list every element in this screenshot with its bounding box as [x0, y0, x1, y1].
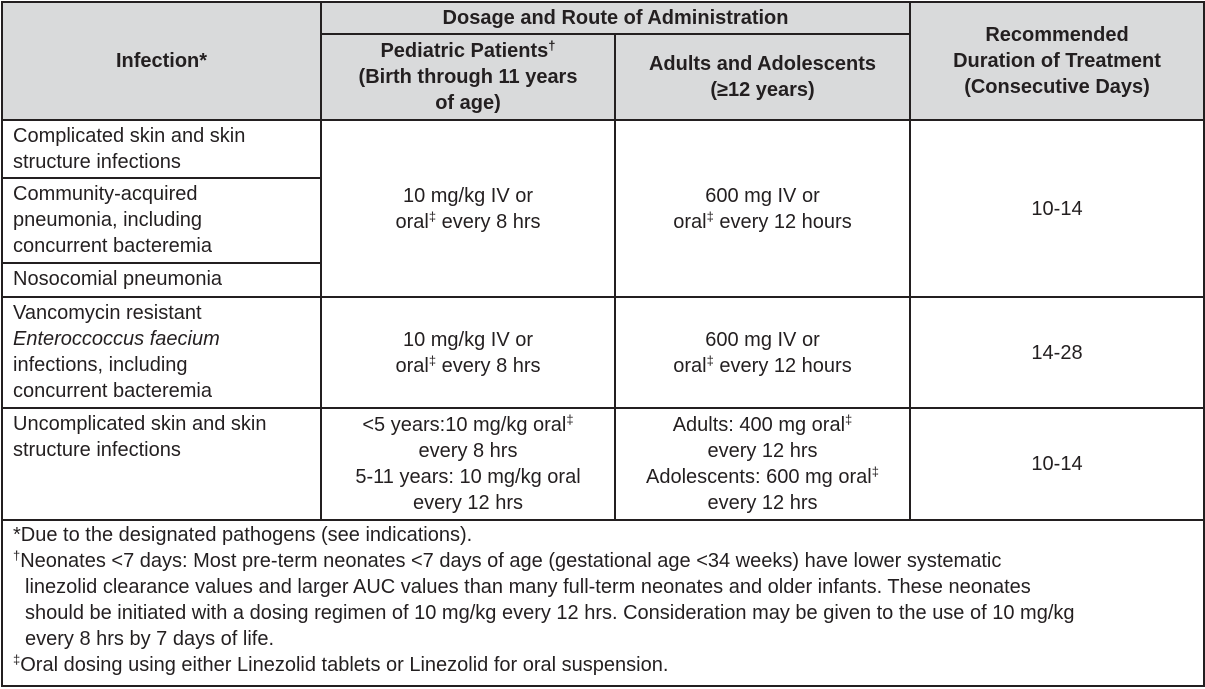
footnote-double-dagger: ‡Oral dosing using either Linezolid tablets or Linezolid for oral suspension. — [13, 652, 669, 676]
header-infection: Infection* — [2, 2, 321, 120]
infection-community-pneumonia: Community-acquired pneumonia, including concurrent bacteremia — [2, 178, 321, 263]
header-dosage-route: Dosage and Route of Administration — [321, 2, 910, 34]
infection-vre: Vancomycin resistant Enteroccoccus faecium infections, including concurrent bacteremia — [2, 297, 321, 408]
infection-nosocomial-pneumonia: Nosocomial pneumonia — [2, 263, 321, 297]
vre-pediatric-dose: 10 mg/kg IV or oral‡ every 8 hrs — [321, 297, 615, 408]
group1-adult-dose: 600 mg IV or oral‡ every 12 hours — [615, 120, 910, 297]
header-pediatric: Pediatric Patients† (Birth through 11 years of age) — [321, 34, 615, 120]
ussi-adult-dose: Adults: 400 mg oral‡ every 12 hrs Adolescents: 600 mg oral‡ every 12 hrs — [615, 408, 910, 520]
group1-duration: 10-14 — [910, 120, 1204, 297]
vre-adult-dose: 600 mg IV or oral‡ every 12 hours — [615, 297, 910, 408]
infection-complicated-skin: Complicated skin and skin structure infections — [2, 120, 321, 178]
group1-pediatric-dose: 10 mg/kg IV or oral‡ every 8 hrs — [321, 120, 615, 297]
footnote-star: *Due to the designated pathogens (see indications). — [13, 524, 473, 546]
dosage-table — [1, 1, 1205, 687]
header-duration: Recommended Duration of Treatment (Consecutive Days) — [910, 2, 1204, 120]
ussi-pediatric-dose: <5 years:10 mg/kg oral‡ every 8 hrs 5-11 years: 10 mg/kg oral every 12 hrs — [321, 408, 615, 520]
footnote-dagger: †Neonates <7 days: Most pre-term neonates <7 days of age (gestational age <34 weeks) have lower systematic — [13, 548, 1002, 572]
vre-duration: 14-28 — [910, 297, 1204, 408]
infection-uncomplicated-skin: Uncomplicated skin and skin structure infections — [2, 408, 321, 520]
header-adults: Adults and Adolescents (≥12 years) — [615, 34, 910, 120]
ussi-duration: 10-14 — [910, 408, 1204, 520]
dagger-mark: † — [548, 38, 556, 53]
footnotes: *Due to the designated pathogens (see indications). †Neonates <7 days: Most pre-term neonates <7 days of age (gestational age <34 weeks) have lower systematic linezolid clearance values and larger AUC values than many full-term neonates and older infants. These neonates should be initiated with a dosing regimen of 10 mg/kg every 12 hrs. Consideration may be given to the use of 10 mg/kg every 8 hrs by 7 days of life. ‡Oral dosing using either Linezolid tablets or Linezolid for oral suspension. — [2, 520, 1204, 686]
